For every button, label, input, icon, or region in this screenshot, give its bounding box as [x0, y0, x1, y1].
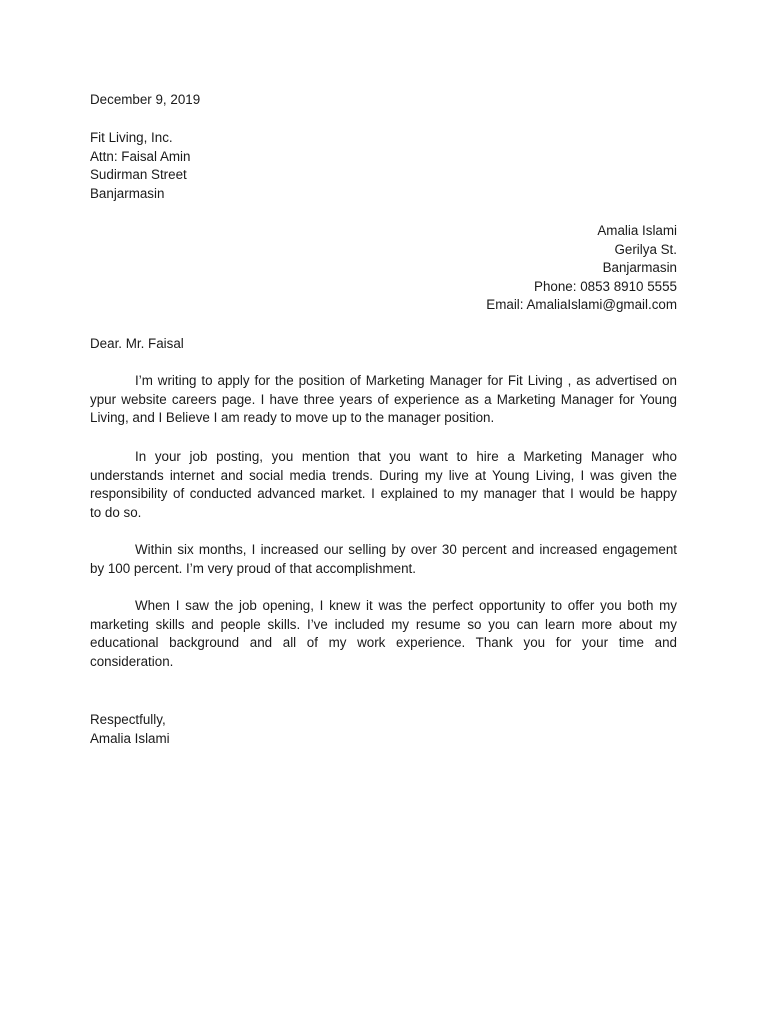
body-paragraph-1	[90, 372, 677, 428]
letter-date: December 9, 2019	[90, 92, 201, 107]
paragraph-line: by 100 percent. I’m very proud of that accomplishment.	[90, 560, 416, 576]
body-paragraph-3	[90, 541, 677, 578]
sender-street: Gerilya St.	[614, 241, 677, 257]
paragraph-line: Within six months, I increased our selling by over 30 percent and increased engagement	[135, 542, 677, 557]
recipient-city: Banjarmasin	[90, 185, 165, 201]
sender-address	[90, 222, 677, 315]
recipient-street: Sudirman Street	[90, 167, 187, 183]
salutation: Dear. Mr. Faisal	[90, 336, 184, 351]
paragraph-line: I’m writing to apply for the position of Marketing Manager for Fit Living , as advertised on	[135, 373, 677, 388]
sender-email: Email: AmaliaIslami@gmail.com	[486, 297, 677, 313]
recipient-attn: Attn: Faisal Amin	[90, 148, 191, 164]
paragraph-line: consideration.	[90, 653, 174, 669]
paragraph-line: ypur website careers page. I have three years of experience as a Marketing Manager for Young	[90, 391, 677, 407]
closing: Respectfully,	[90, 712, 166, 727]
salutation-block	[90, 335, 677, 354]
sender-city: Banjarmasin	[602, 260, 677, 276]
signature-name: Amalia Islami	[90, 730, 170, 746]
body-paragraph-2	[90, 448, 677, 522]
closing-block	[90, 711, 677, 748]
sender-phone: Phone: 0853 8910 5555	[534, 278, 677, 294]
recipient-address	[90, 129, 677, 203]
paragraph-line: educational background and all of my work experience. Thank you for your time and	[90, 635, 677, 651]
letter-date-block	[90, 91, 677, 110]
paragraph-line: marketing skills and people skills. I’ve included my resume so you can learn more about my	[90, 616, 677, 632]
paragraph-line: Living, and I Believe I am ready to move up to the manager position.	[90, 410, 495, 426]
paragraph-line: In your job posting, you mention that you want to hire a Marketing Manager who	[135, 449, 677, 464]
body-paragraph-4	[90, 597, 677, 671]
paragraph-line: understands internet and social media trends. During my live at Young Living, I was given the	[90, 467, 677, 483]
paragraph-line: When I saw the job opening, I knew it was the perfect opportunity to offer you both my	[135, 598, 677, 613]
paragraph-line: to do so.	[90, 504, 142, 520]
recipient-company: Fit Living, Inc.	[90, 130, 173, 145]
paragraph-line: responsibility of conducted advanced market. I explained to my manager that I would be happy	[90, 486, 677, 502]
sender-name: Amalia Islami	[597, 223, 677, 238]
